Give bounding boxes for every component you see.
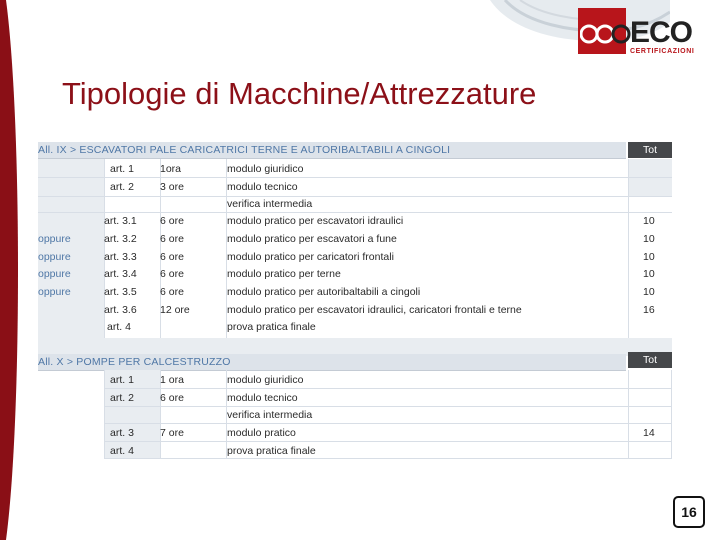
section2-col-divider — [671, 370, 672, 458]
section2-ore: 1 ora — [160, 374, 184, 386]
section1-header-label: All. IX > ESCAVATORI PALE CARICATRICI TERNE E AUTORIBALTABILI A CINGOLI — [38, 144, 451, 156]
section1-ore: 12 ore — [160, 304, 190, 316]
section2-tot-header: Tot — [628, 352, 672, 368]
section1-shaded-tot-top — [628, 159, 672, 197]
section1-art: art. 3.3 — [104, 251, 137, 263]
section1-tot: 10 — [643, 286, 655, 298]
section2-art: art. 3 — [110, 427, 134, 439]
section1-modulo: prova pratica finale — [227, 321, 316, 333]
section2-modulo: verifica intermedia — [227, 409, 313, 421]
section1-art: art. 2 — [110, 181, 134, 193]
section1-oppure: oppure — [38, 286, 71, 298]
section1-modulo: modulo pratico per autoribaltabili a cingoli — [227, 286, 421, 298]
section1-modulo: modulo pratico per escavatori idraulici, caricatori frontali e terne — [227, 304, 522, 316]
section1-modulo: modulo pratico per escavatori a fune — [227, 233, 397, 245]
section1-tot: 10 — [643, 233, 655, 245]
section1-ore: 6 ore — [160, 233, 184, 245]
section1-art: art. 3.4 — [104, 268, 137, 280]
section2-modulo: modulo giuridico — [227, 374, 304, 386]
section2-row-divider — [104, 423, 672, 424]
section1-col-divider — [628, 159, 629, 338]
section1-row-divider — [38, 177, 672, 178]
section1-art: art. 3.5 — [104, 286, 137, 298]
section1-modulo: verifica intermedia — [227, 198, 313, 210]
section1-tot-header: Tot — [628, 142, 672, 158]
eco-certificazioni-logo — [578, 8, 694, 60]
section1-header — [38, 142, 626, 159]
section1-oppure: oppure — [38, 233, 71, 245]
section2-art: art. 1 — [110, 374, 134, 386]
section2-row-divider — [104, 441, 672, 442]
section2-col-divider — [628, 370, 629, 458]
left-decorative-bar — [0, 0, 20, 540]
section1-ore: 1ora — [160, 163, 182, 175]
page-number: 16 — [673, 496, 705, 528]
section2-modulo: modulo tecnico — [227, 392, 298, 404]
section2-modulo: modulo pratico — [227, 427, 296, 439]
section1-oppure: oppure — [38, 251, 71, 263]
section2-ore: 7 ore — [160, 427, 184, 439]
section1-art: art. 3.6 — [104, 304, 137, 316]
section1-art: art. 4 — [107, 321, 131, 333]
section1-modulo: modulo tecnico — [227, 181, 298, 193]
section2-row-divider — [104, 388, 672, 389]
section1-ore: 3 ore — [160, 181, 184, 193]
section2-ore: 6 ore — [160, 392, 184, 404]
section1-art: art. 1 — [110, 163, 134, 175]
section1-ore: 6 ore — [160, 251, 184, 263]
logo-text: ECO — [630, 16, 693, 49]
section1-row-divider — [38, 196, 672, 197]
logo-subtext: CERTIFICAZIONI — [630, 48, 695, 55]
section2-modulo: prova pratica finale — [227, 445, 316, 457]
page-title: Tipologie di Macchine/Attrezzature — [62, 76, 537, 111]
section1-modulo: modulo pratico per caricatori frontali — [227, 251, 394, 263]
section1-ore: 6 ore — [160, 268, 184, 280]
section1-oppure: oppure — [38, 268, 71, 280]
section2-art: art. 2 — [110, 392, 134, 404]
section1-row-divider — [38, 212, 672, 213]
section1-tot: 10 — [643, 251, 655, 263]
section1-tot: 10 — [643, 268, 655, 280]
section1-modulo: modulo giuridico — [227, 163, 304, 175]
section2-row-divider — [104, 406, 672, 407]
section2-col-divider — [104, 370, 105, 458]
section2-header-label: All. X > POMPE PER CALCESTRUZZO — [38, 356, 231, 368]
section2-header — [38, 354, 626, 371]
section1-ore: 6 ore — [160, 286, 184, 298]
section2-row-divider — [104, 458, 672, 459]
section1-tot: 10 — [643, 215, 655, 227]
section2-art: art. 4 — [110, 445, 134, 457]
section1-tot: 16 — [643, 304, 655, 316]
section1-ore: 6 ore — [160, 215, 184, 227]
section1-modulo: modulo pratico per escavatori idraulici — [227, 215, 404, 227]
section1-art: art. 3.1 — [104, 215, 137, 227]
section1-art: art. 3.2 — [104, 233, 137, 245]
section1-modulo: modulo pratico per terne — [227, 268, 341, 280]
section2-tot: 14 — [643, 427, 655, 439]
